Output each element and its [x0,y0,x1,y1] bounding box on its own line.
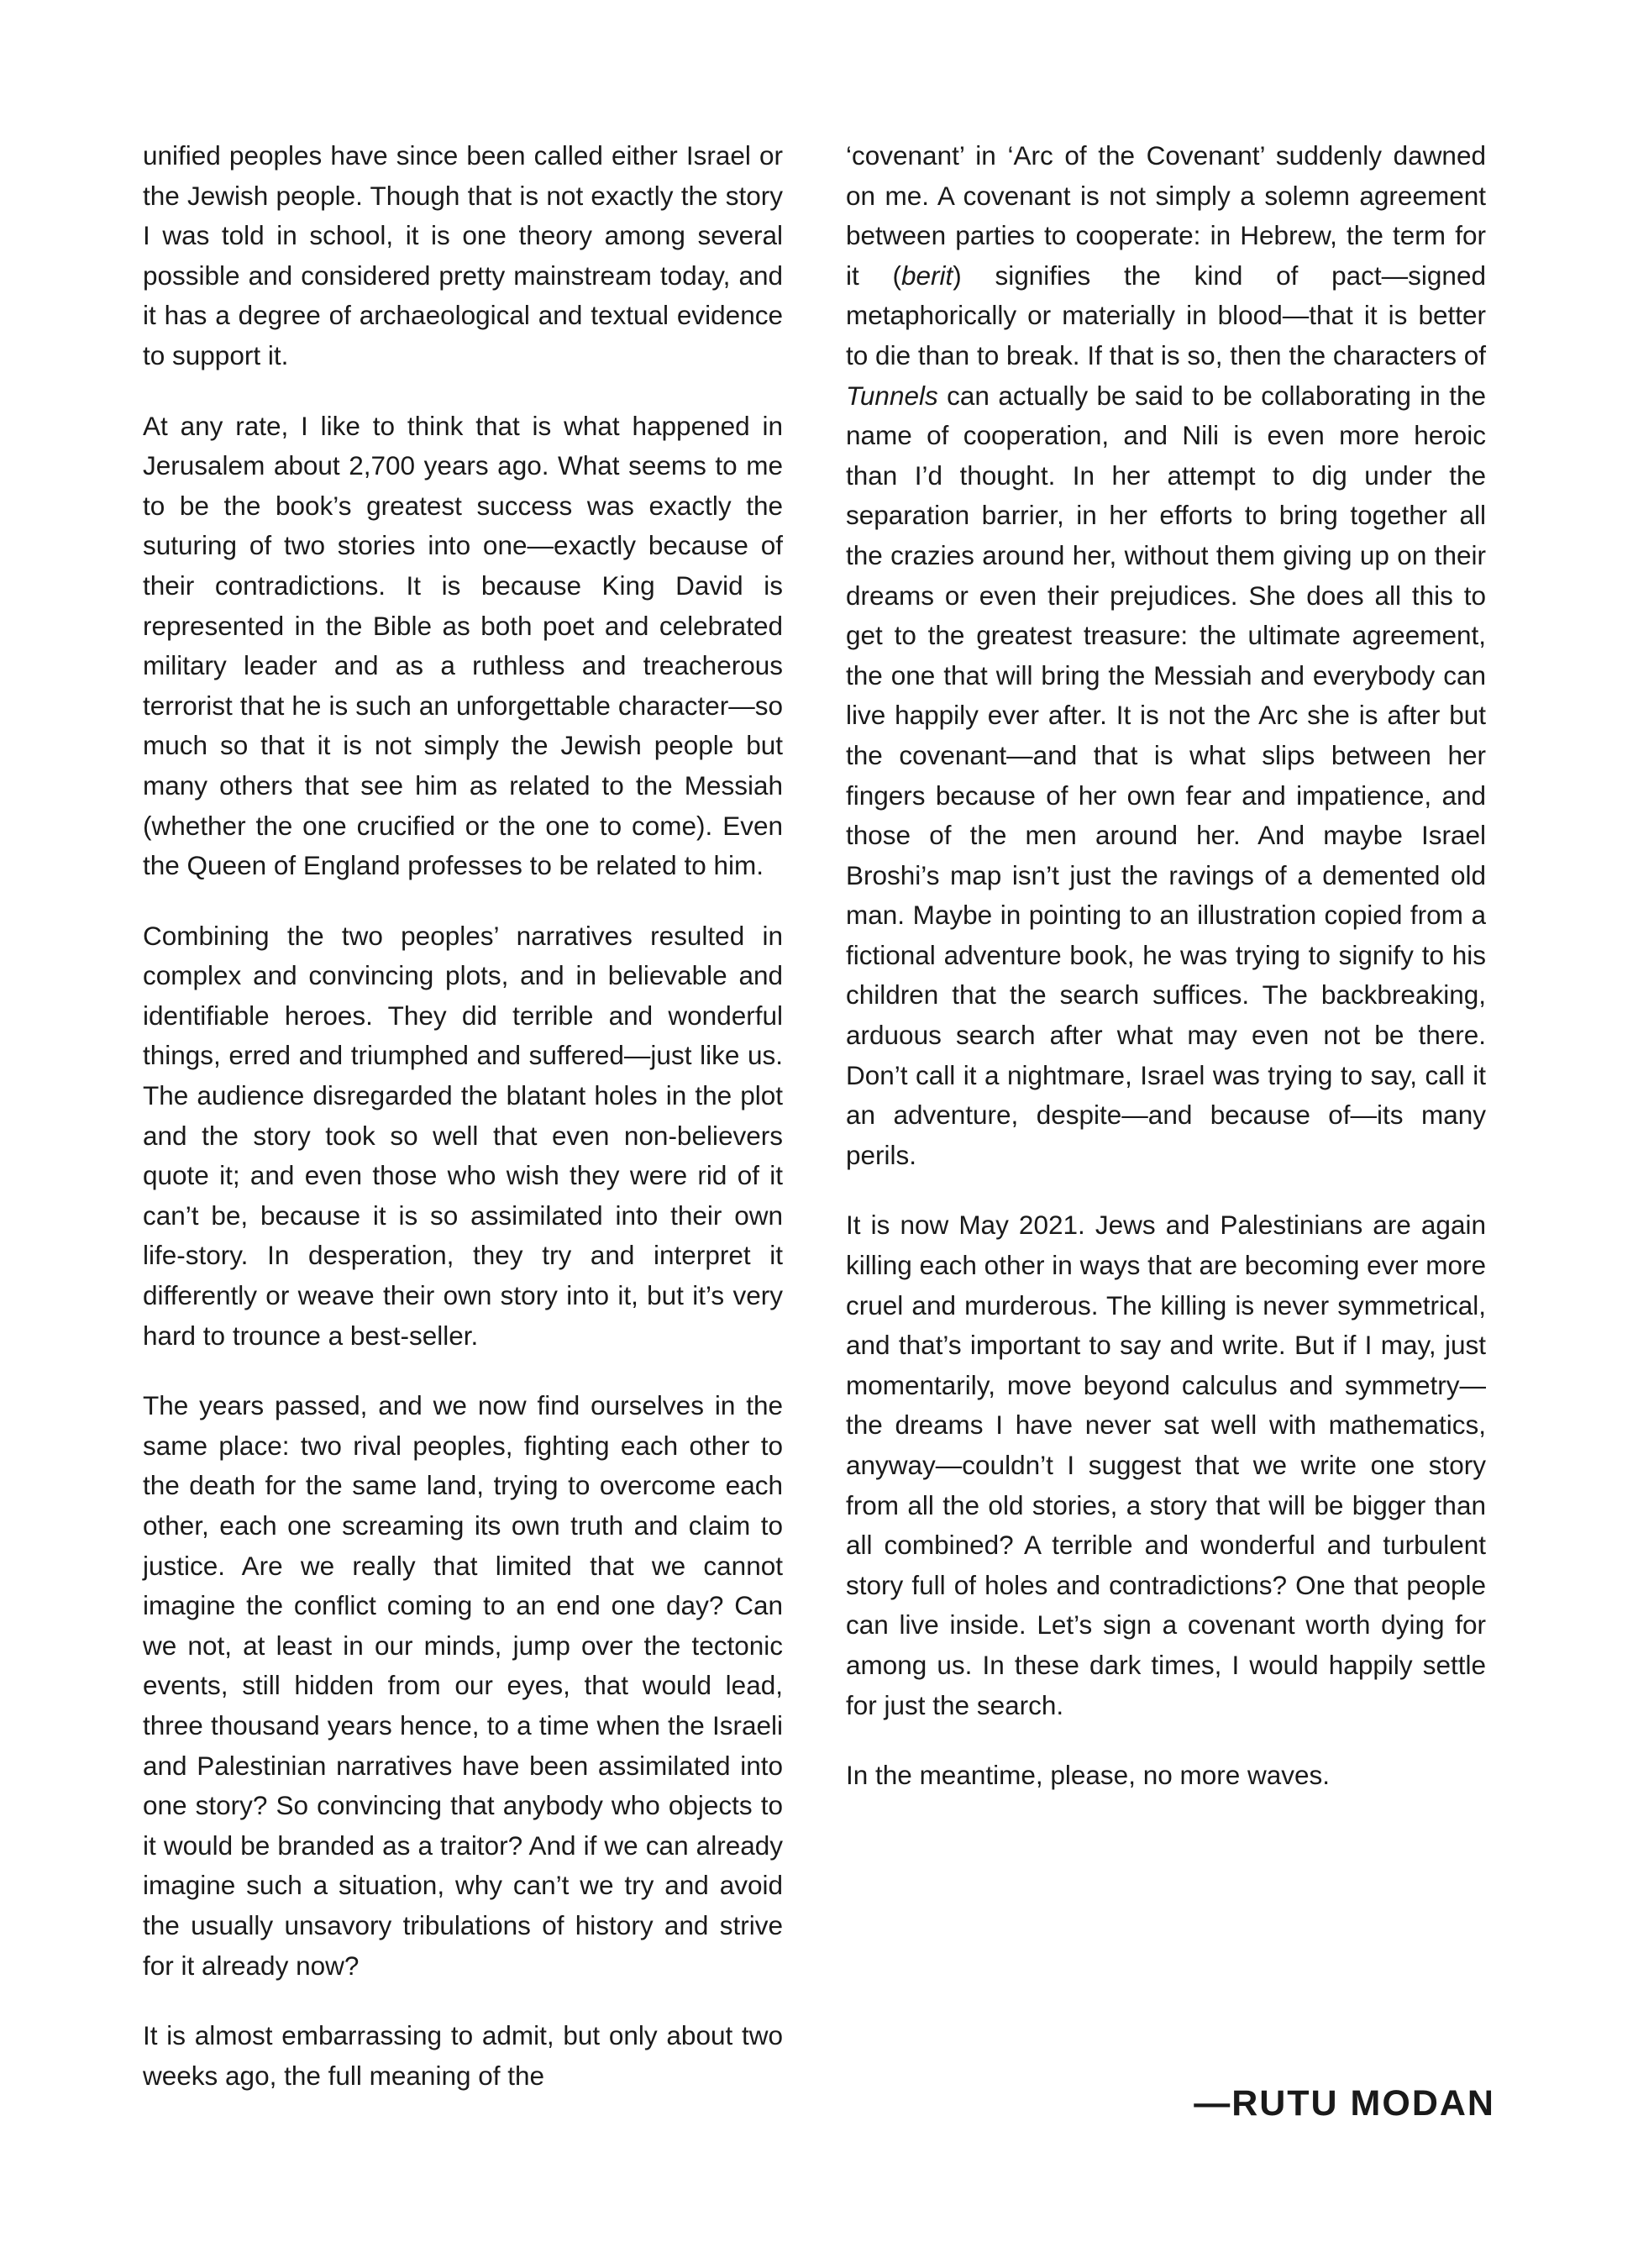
text-run: unified peoples have since been called either Israel or the Jewish people. Though that is not exactly the story I was told in school, it is one theory among several possible and considered pretty mainstream today, and it has a degree of archaeological and textual evidence to support it. [143,140,783,370]
paragraph [846,1205,1486,1725]
text-run: The years passed, and we now find ourselves in the same place: two rival peoples, fighting each other to the death for the same land, trying to overcome each other, each one screaming its own truth and claim to justice. Are we really that limited that we cannot imagine the conflict coming to an end one day? Can we not, at least in our minds, jump over the tectonic events, still hidden from our eyes, that would lead, three thousand years hence, to a time when the Israeli and Palestinian narratives have been assimilated into one story? So convincing that anybody who objects to it would be branded as a traitor? And if we can already imagine such a situation, why can’t we try and avoid the usually unsavory tribulations of history and strive for it already now? [143,1390,783,1981]
paragraph [846,136,1486,1175]
text-run: ‘covenant’ in ‘Arc of the Covenant’ suddenly dawned on me. A covenant is not simply a solemn agreement between parties to cooperate: in Hebrew, the term for it ( [846,140,1486,291]
italic-text-run: berit [900,260,953,291]
text-run: ) signifies the kind of pact—signed metaphorically or materially in blood—that it is better to die than to break. If that is so, then the characters of [846,260,1486,370]
text-run: At any rate, I like to think that is what happened in Jerusalem about 2,700 years ago. What seems to me to be the book’s greatest success was exactly the suturing of two stories into one—exactly because of their contradictions. It is because King David is represented in the Bible as both poet and celebrated military leader and as a ruthless and treacherous terrorist that he is such an unforgettable character—so much so that it is not simply the Jewish people but many others that see him as related to the Messiah (whether the one crucified or the one to come). Even the Queen of England professes to be related to him. [143,410,783,881]
paragraph [846,1756,1486,1796]
paragraph [143,916,783,1357]
paragraph [143,136,783,376]
right-text-column [846,136,1486,1796]
text-run: Combining the two peoples’ narratives resulted in complex and convincing plots, and in believable and identifiable heroes. They did terrible and wonderful things, erred and triumphed and suffered—just like us. The audience disregarded the blatant holes in the plot and the story took so well that even non-believers quote it; and even those who wish they were rid of it can’t be, because it is so assimilated into their own life-story. In desperation, they try and interpret it differently or weave their own story into it, but it’s very hard to trounce a best-seller. [143,920,783,1351]
text-run: can actually be said to be collaborating in the name of cooperation, and Nili is even more heroic than I’d thought. In her attempt to dig under the separation barrier, in her efforts to bring together all the crazies around her, without them giving up on their dreams or even their prejudices. She does all this to get to the greatest treasure: the ultimate agreement, the one that will bring the Messiah and everybody can live happily ever after. It is not the Arc she is after but the covenant—and that is what slips between her fingers because of her own fear and impatience, and those of the men around her. And maybe Israel Broshi’s map isn’t just the ravings of a demented old man. Maybe in pointing to an illustration copied from a fictional adventure book, he was trying to signify to his children that the search suffices. The backbreaking, arduous search after what may even not be there. Don’t call it a nightmare, Israel was trying to say, call it an adventure, despite—and because of—its many perils. [846,380,1486,1170]
paragraph [143,2016,783,2096]
author-signature: —RUTU MODAN [1194,2083,1495,2124]
text-run: It is now May 2021. Jews and Palestinians are again killing each other in ways that are becoming ever more cruel and murderous. The killing is never symmetrical, and that’s important to say and write. But if I may, just momentarily, move beyond calculus and symmetry—the dreams I have never sat well with mathematics, anyway—couldn’t I suggest that we write one story from all the old stories, a story that will be bigger than all combined? A terrible and wonderful and turbulent story full of holes and contradictions? One that people can live inside. Let’s sign a covenant worth dying for among us. In these dark times, I would happily settle for just the search. [846,1210,1486,1720]
italic-text-run: Tunnels [846,380,938,411]
paragraph [143,407,783,886]
text-run: It is almost embarrassing to admit, but only about two weeks ago, the full meaning of the [143,2020,783,2091]
paragraph [143,1386,783,1986]
left-text-column [143,136,783,2096]
text-run: In the meantime, please, no more waves. [846,1760,1331,1791]
